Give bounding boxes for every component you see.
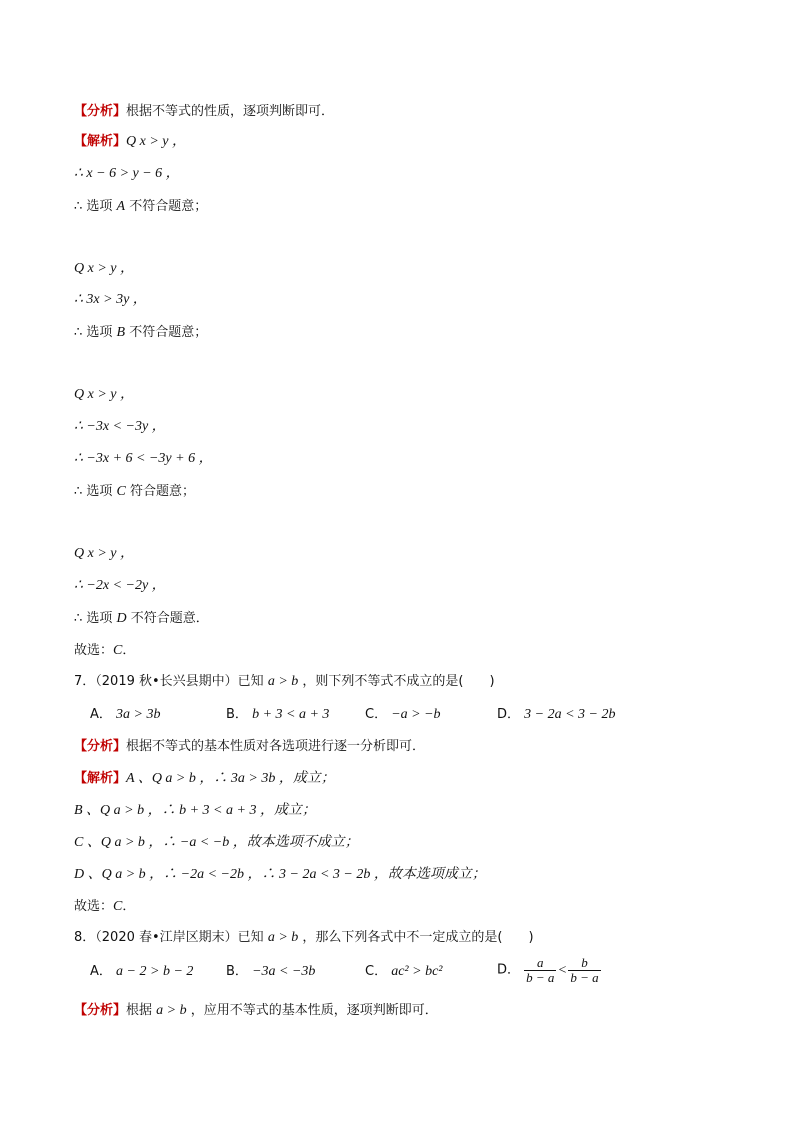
q8-option-d[interactable]	[497, 956, 601, 985]
analysis-text: 根据不等式的性质，逐项判断即可．	[126, 104, 335, 119]
less-than-sign: <	[558, 962, 567, 978]
conclusion-text: 不符合题意．	[126, 611, 209, 626]
option-expression: b + 3 < a + 3	[252, 707, 330, 722]
analysis-text-b: ，应用不等式的基本性质，逐项判断即可．	[186, 1003, 438, 1018]
q7-option-a[interactable]	[90, 706, 161, 724]
question-number: 7．	[74, 674, 96, 689]
solution-tag: 【解析】	[74, 134, 127, 149]
conclusion-text: 不符合题意；	[125, 325, 208, 340]
conclusion-line	[74, 198, 207, 216]
conclusion-line	[74, 610, 209, 628]
question-text: ，则下列不等式不成立的是( )	[298, 674, 495, 689]
option-label: B．	[226, 707, 248, 722]
conclusion-line	[74, 324, 207, 342]
analysis-tag: 【分析】	[74, 739, 127, 754]
conclusion-prefix: ∴ 选项	[74, 199, 117, 214]
fraction-right	[568, 956, 600, 985]
question-condition: a > b	[267, 930, 299, 945]
q7-option-b[interactable]	[226, 706, 329, 724]
math-step: Q x > y ，	[74, 261, 134, 276]
answer-label: 故选：	[74, 643, 114, 658]
option-letter: D	[116, 611, 127, 626]
q8-analysis-line	[74, 1002, 438, 1020]
solution-step-a: A 、Q a > b ，∴ 3a > 3b ，成立；	[126, 771, 335, 786]
option-expression: 3 − 2a < 3 − 2b	[524, 707, 616, 722]
math-expression: Q x > y ，	[126, 134, 187, 149]
q8-option-b[interactable]	[226, 963, 315, 981]
option-label: A．	[90, 707, 112, 722]
option-expression: 3a > 3b	[116, 707, 161, 722]
fraction-left	[524, 956, 556, 985]
q8-option-c[interactable]	[365, 963, 443, 981]
option-label: B．	[226, 964, 248, 979]
analysis-condition: a > b	[156, 1003, 187, 1018]
answer-value: C	[113, 643, 123, 658]
math-step: ∴ −3x < −3y ，	[74, 419, 166, 434]
answer-label: 故选：	[74, 899, 114, 914]
answer-value: C	[113, 899, 123, 914]
conclusion-text: 不符合题意；	[125, 199, 208, 214]
analysis-line	[74, 103, 334, 121]
answer-line	[74, 898, 135, 916]
conclusion-line	[74, 483, 195, 501]
question-condition: a > b	[267, 674, 299, 689]
option-label: C．	[365, 964, 388, 979]
solution-step-d: D 、Q a > b ，∴ −2a < −2b ，∴ 3 − 2a < 3 − 2b ，故本选项成立；	[74, 867, 486, 882]
solution-step-c: C 、Q a > b ，∴ −a < −b ，故本选项不成立；	[74, 835, 359, 850]
question-source: （2020 春•江岸区期末）已知	[95, 930, 268, 945]
fraction-denominator: b − a	[570, 970, 599, 985]
fraction-numerator: a	[537, 955, 544, 970]
analysis-text-a: 根据	[126, 1003, 157, 1018]
analysis-text: 根据不等式的基本性质对各选项进行逐一分析即可．	[126, 739, 426, 754]
math-step: ∴ −3x + 6 < −3y + 6 ，	[74, 451, 213, 466]
q7-option-d[interactable]	[497, 706, 616, 724]
option-expression: ac² > bc²	[391, 964, 443, 979]
question-text: ，那么下列各式中不一定成立的是( )	[298, 930, 534, 945]
fraction-denominator: b − a	[526, 970, 555, 985]
option-expression: a − 2 > b − 2	[116, 964, 194, 979]
option-label: D．	[497, 962, 521, 978]
analysis-tag: 【分析】	[74, 104, 127, 119]
solution-tag: 【解析】	[74, 771, 127, 786]
conclusion-prefix: ∴ 选项	[74, 611, 117, 626]
q8-option-a[interactable]	[90, 963, 193, 981]
question-8-stem	[74, 929, 534, 947]
math-step: ∴ 3x > 3y ，	[74, 292, 147, 307]
option-label: D．	[497, 707, 521, 722]
math-step: ∴ −2x < −2y ，	[74, 578, 166, 593]
question-source: （2019 秋•长兴县期中）已知	[95, 674, 268, 689]
q7-option-c[interactable]	[365, 706, 441, 724]
answer-end: ．	[122, 643, 136, 658]
math-step: Q x > y ，	[74, 387, 134, 402]
option-label: C．	[365, 707, 388, 722]
math-step: ∴ x − 6 > y − 6 ，	[74, 166, 180, 181]
fraction-numerator: b	[581, 955, 588, 970]
conclusion-prefix: ∴ 选项	[74, 325, 117, 340]
q7-analysis-line	[74, 738, 425, 756]
question-number: 8．	[74, 930, 96, 945]
conclusion-prefix: ∴ 选项	[74, 484, 117, 499]
solution-line	[74, 133, 186, 151]
q7-solution-line	[74, 770, 335, 788]
answer-end: ．	[122, 899, 136, 914]
analysis-tag: 【分析】	[74, 1003, 127, 1018]
question-7-stem	[74, 673, 495, 691]
conclusion-text: 符合题意；	[125, 484, 196, 499]
option-letter: B	[116, 325, 126, 340]
option-letter: C	[116, 484, 126, 499]
option-label: A．	[90, 964, 112, 979]
math-step: Q x > y ，	[74, 546, 134, 561]
solution-step-b: B 、Q a > b ，∴ b + 3 < a + 3 ，成立；	[74, 803, 316, 818]
answer-line	[74, 642, 135, 660]
option-letter: A	[116, 199, 126, 214]
option-expression: −3a < −3b	[252, 964, 316, 979]
option-expression: −a > −b	[391, 707, 441, 722]
